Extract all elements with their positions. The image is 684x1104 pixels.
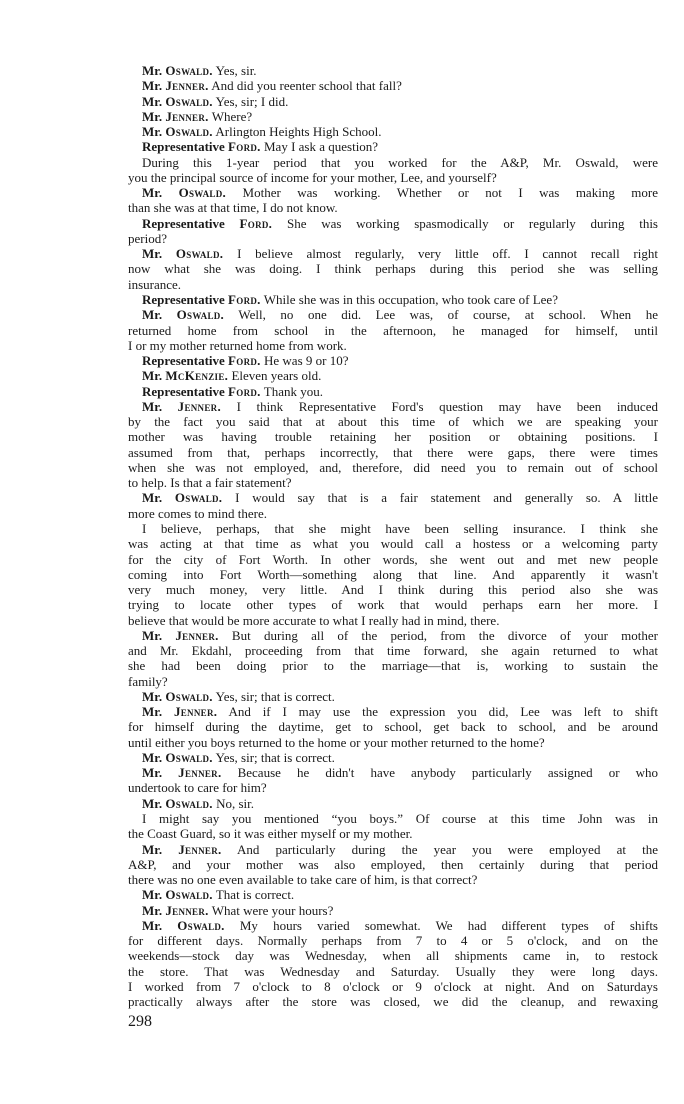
speaker-name: Oswald.	[165, 887, 213, 903]
text-line	[128, 307, 658, 322]
speaker-title: Mr.	[142, 185, 179, 201]
text-line	[128, 170, 658, 185]
speaker-name: Jenner.	[165, 108, 209, 124]
text-line	[128, 353, 658, 368]
line-text: But during all of the period, from the divorce of your mother	[218, 627, 658, 643]
line-text: very much money, very little. And I think during this period also she was	[128, 582, 658, 598]
speaker-title: Mr.	[142, 368, 166, 384]
line-text: the Coast Guard, so it was either myself or my mother.	[128, 826, 413, 842]
text-line	[128, 475, 658, 490]
page-number: 298	[128, 1013, 152, 1030]
speaker-name: Jenner.	[178, 841, 222, 857]
line-text: Well, no one did. Lee was, of course, at school. When he	[224, 307, 658, 323]
transcript-paragraph	[128, 124, 658, 139]
speaker-title: Mr.	[142, 627, 176, 643]
line-text: the store. That was Wednesday and Saturday. Usually they were long days.	[128, 963, 658, 979]
speaker-name: Ford.	[228, 291, 261, 307]
text-line	[128, 750, 658, 765]
text-line	[128, 872, 658, 887]
line-text: was acting at that time as what you would call a hostess or a welcoming party	[128, 536, 658, 552]
text-line	[128, 399, 658, 414]
line-text: insurance.	[128, 276, 182, 292]
text-line	[128, 597, 658, 612]
speaker-name: Oswald.	[175, 246, 224, 262]
speaker-name: McKenzie.	[165, 368, 229, 384]
line-text: A&P, and your mother was also employed, then certainly during that period	[128, 856, 658, 872]
line-text: believe that would be more accurate to what I really had in mind, there.	[128, 612, 500, 628]
text-line	[128, 948, 658, 963]
text-line	[128, 460, 658, 475]
transcript-paragraph	[128, 399, 658, 491]
text-line	[128, 887, 658, 902]
text-line	[128, 185, 658, 200]
speaker-title: Representative	[142, 139, 229, 155]
text-line	[128, 124, 658, 139]
speaker-title: Representative	[142, 215, 240, 231]
speaker-title: Mr.	[142, 917, 178, 933]
speaker-name: Jenner.	[173, 704, 218, 720]
transcript-paragraph	[128, 307, 658, 353]
line-text: now what she was doing. I think perhaps during this period she was selling	[128, 261, 658, 277]
speaker-title: Mr.	[142, 490, 175, 506]
text-line	[128, 552, 658, 567]
line-text: And did you reenter school that fall?	[208, 78, 402, 94]
text-line	[128, 613, 658, 628]
line-text: to help. Is that a fair statement?	[128, 475, 292, 491]
text-line	[128, 903, 658, 918]
text-line	[128, 658, 658, 673]
text-line	[128, 979, 658, 994]
line-text: by the fact you said that at about this time of which we are speaking your	[128, 414, 658, 430]
line-text: when she was not employed, and, therefore, did need you to remain out of school	[128, 459, 658, 475]
speaker-name: Oswald.	[165, 124, 213, 140]
line-text: She was working spasmodically or regularly during this	[272, 215, 658, 231]
line-text: you the principal source of income for your mother, Lee, and yourself?	[128, 169, 497, 185]
text-line	[128, 842, 658, 857]
text-line	[128, 231, 658, 246]
speaker-name: Jenner.	[165, 902, 209, 918]
line-text: for different days. Normally perhaps from 7 to 4 or 5 o'clock, and on the	[128, 933, 658, 949]
transcript-paragraph	[128, 246, 658, 292]
line-text: weekends—stock day was Wednesday, when all shipments came in, to restock	[128, 948, 658, 964]
line-text: While she was in this occupation, who took care of Lee?	[260, 291, 558, 307]
transcript-paragraph	[128, 765, 658, 796]
speaker-title: Representative	[142, 291, 229, 307]
speaker-name: Oswald.	[165, 688, 213, 704]
transcript-paragraph	[128, 704, 658, 750]
speaker-title: Mr.	[142, 246, 176, 262]
text-line	[128, 582, 658, 597]
speaker-name: Oswald.	[165, 93, 213, 109]
text-line	[128, 994, 658, 1009]
text-line	[128, 368, 658, 383]
transcript-paragraph	[128, 842, 658, 888]
line-text: He was 9 or 10?	[260, 353, 349, 369]
transcript-paragraph	[128, 139, 658, 154]
speaker-title: Mr.	[142, 688, 166, 704]
transcript-paragraph	[128, 78, 658, 93]
line-text: she had been doing prior to the marriage—that is, working to sustain the	[128, 658, 658, 674]
text-line	[128, 796, 658, 811]
line-text: coming into Fort Worth—something along that line. And apparently it wasn't	[128, 566, 658, 582]
line-text: No, sir.	[212, 795, 255, 811]
speaker-name: Oswald.	[178, 185, 227, 201]
line-text: for the city of Fort Worth. In other words, she went out and met new people	[128, 551, 658, 567]
text-line	[128, 292, 658, 307]
line-text: During this 1-year period that you worked for the A&P, Mr. Oswald, were	[142, 154, 658, 170]
line-text: What were your hours?	[208, 902, 334, 918]
text-line	[128, 414, 658, 429]
speaker-title: Mr.	[142, 93, 166, 109]
speaker-name: Jenner.	[165, 78, 209, 94]
line-text: practically always after the store was closed, we did the cleanup, and rewaxing	[128, 994, 658, 1010]
text-line	[128, 246, 658, 261]
line-text: more comes to mind there.	[128, 505, 267, 521]
speaker-title: Mr.	[142, 765, 179, 781]
speaker-name: Oswald.	[176, 307, 225, 323]
transcript-paragraph	[128, 918, 658, 1010]
text-line	[128, 811, 658, 826]
transcript-paragraph	[128, 811, 658, 842]
line-text: until either you boys returned to the home or your mother returned to the home?	[128, 734, 545, 750]
transcript-paragraph	[128, 796, 658, 811]
line-text: Thank you.	[260, 383, 323, 399]
text-line	[128, 933, 658, 948]
line-text: I might say you mentioned “you boys.” Of course at this time John was in	[142, 811, 658, 827]
speaker-name: Oswald.	[174, 490, 223, 506]
text-line	[128, 780, 658, 795]
text-line	[128, 964, 658, 979]
speaker-name: Ford.	[239, 215, 273, 231]
transcript-paragraph	[128, 887, 658, 902]
text-line	[128, 674, 658, 689]
speaker-title: Mr.	[142, 704, 174, 720]
transcript-paragraph	[128, 216, 658, 247]
speaker-title: Mr.	[142, 841, 179, 857]
text-line	[128, 323, 658, 338]
transcript-paragraph	[128, 63, 658, 78]
line-text: Yes, sir.	[212, 63, 257, 78]
speaker-title: Mr.	[142, 108, 166, 124]
text-line	[128, 78, 658, 93]
text-line	[128, 521, 658, 536]
text-line	[128, 826, 658, 841]
line-text: trying to locate other types of work that would perhaps earn her more. I	[128, 597, 658, 613]
speaker-name: Jenner.	[177, 398, 222, 414]
transcript-paragraph	[128, 109, 658, 124]
line-text: returned home from school in the afternoon, he managed for himself, until	[128, 322, 658, 338]
line-text: period?	[128, 230, 167, 246]
text-line	[128, 689, 658, 704]
text-line	[128, 857, 658, 872]
text-line	[128, 429, 658, 444]
transcript-paragraph	[128, 689, 658, 704]
transcript-paragraph	[128, 368, 658, 383]
text-line	[128, 918, 658, 933]
speaker-title: Mr.	[142, 749, 166, 765]
text-line	[128, 109, 658, 124]
text-line	[128, 536, 658, 551]
transcript-paragraph	[128, 490, 658, 521]
text-line	[128, 445, 658, 460]
line-text: Yes, sir; that is correct.	[212, 749, 335, 765]
text-line	[128, 628, 658, 643]
speaker-title: Mr.	[142, 902, 166, 918]
line-text: Yes, sir; I did.	[212, 93, 289, 109]
speaker-title: Representative	[142, 353, 229, 369]
transcript-body	[128, 63, 658, 1009]
text-line	[128, 200, 658, 215]
speaker-title: Mr.	[142, 398, 178, 414]
transcript-paragraph	[128, 94, 658, 109]
text-line	[128, 567, 658, 582]
line-text: I believe almost regularly, very little off. I cannot recall right	[223, 246, 658, 262]
text-line	[128, 735, 658, 750]
line-text: That is correct.	[212, 887, 295, 903]
line-text: I believe, perhaps, that she might have been selling insurance. I think she	[142, 520, 658, 536]
speaker-title: Mr.	[142, 124, 166, 140]
line-text: Because he didn't have anybody particularly assigned or who	[221, 765, 658, 781]
text-line	[128, 216, 658, 231]
text-line	[128, 704, 658, 719]
transcript-paragraph	[128, 750, 658, 765]
line-text: undertook to care for him?	[128, 780, 267, 796]
line-text: assumed from that, perhaps incorrectly, that there were gaps, there were times	[128, 444, 658, 460]
speaker-name: Ford.	[228, 139, 261, 155]
text-line	[128, 338, 658, 353]
text-line	[128, 63, 658, 78]
line-text: and Mr. Ekdahl, proceeding from that time forward, she again returned to what	[128, 643, 658, 659]
line-text: I or my mother returned home from work.	[128, 337, 347, 353]
speaker-title: Representative	[142, 383, 229, 399]
transcript-paragraph	[128, 521, 658, 628]
line-text: I would say that is a fair statement and generally so. A little	[222, 490, 658, 506]
text-line	[128, 139, 658, 154]
speaker-title: Mr.	[142, 307, 177, 323]
text-line	[128, 261, 658, 276]
line-text: Eleven years old.	[228, 368, 322, 384]
line-text: for himself during the daytime, get to school, get back to school, and be around	[128, 719, 658, 735]
transcript-paragraph	[128, 384, 658, 399]
line-text: And if I may use the expression you did, Lee was left to shift	[217, 704, 658, 720]
line-text: there was no one even available to take care of him, is that correct?	[128, 872, 478, 888]
line-text: family?	[128, 673, 168, 689]
speaker-name: Jenner.	[175, 627, 219, 643]
speaker-title: Mr.	[142, 887, 166, 903]
transcript-paragraph	[128, 628, 658, 689]
line-text: And particularly during the year you were employed at the	[221, 841, 658, 857]
text-line	[128, 506, 658, 521]
text-line	[128, 490, 658, 505]
text-line	[128, 155, 658, 170]
transcript-paragraph	[128, 353, 658, 368]
transcript-paragraph	[128, 903, 658, 918]
line-text: I worked from 7 o'clock to 8 o'clock or 9 o'clock at night. And on Saturdays	[128, 978, 658, 994]
line-text: Where?	[208, 108, 253, 124]
line-text: I think Representative Ford's question may have been induced	[221, 398, 658, 414]
line-text: Arlington Heights High School.	[212, 124, 382, 140]
speaker-title: Mr.	[142, 795, 166, 811]
line-text: mother was having trouble retaining her position or obtaining positions. I	[128, 429, 658, 445]
line-text: Mother was working. Whether or not I was making more	[226, 185, 658, 201]
speaker-title: Mr.	[142, 63, 166, 78]
speaker-title: Mr.	[142, 78, 166, 94]
speaker-name: Oswald.	[165, 795, 213, 811]
speaker-name: Ford.	[228, 383, 261, 399]
transcript-paragraph	[128, 292, 658, 307]
text-line	[128, 94, 658, 109]
line-text: May I ask a question?	[260, 139, 379, 155]
speaker-name: Ford.	[228, 353, 261, 369]
speaker-name: Oswald.	[165, 749, 213, 765]
text-line	[128, 719, 658, 734]
speaker-name: Oswald.	[165, 63, 213, 78]
speaker-name: Oswald.	[177, 917, 225, 933]
line-text: My hours varied somewhat. We had different types of shifts	[224, 917, 658, 933]
line-text: Yes, sir; that is correct.	[212, 688, 335, 704]
text-line	[128, 384, 658, 399]
text-line	[128, 277, 658, 292]
transcript-paragraph	[128, 155, 658, 186]
line-text: than she was at that time, I do not know.	[128, 200, 338, 216]
speaker-name: Jenner.	[178, 765, 222, 781]
text-line	[128, 765, 658, 780]
text-line	[128, 643, 658, 658]
transcript-paragraph	[128, 185, 658, 216]
